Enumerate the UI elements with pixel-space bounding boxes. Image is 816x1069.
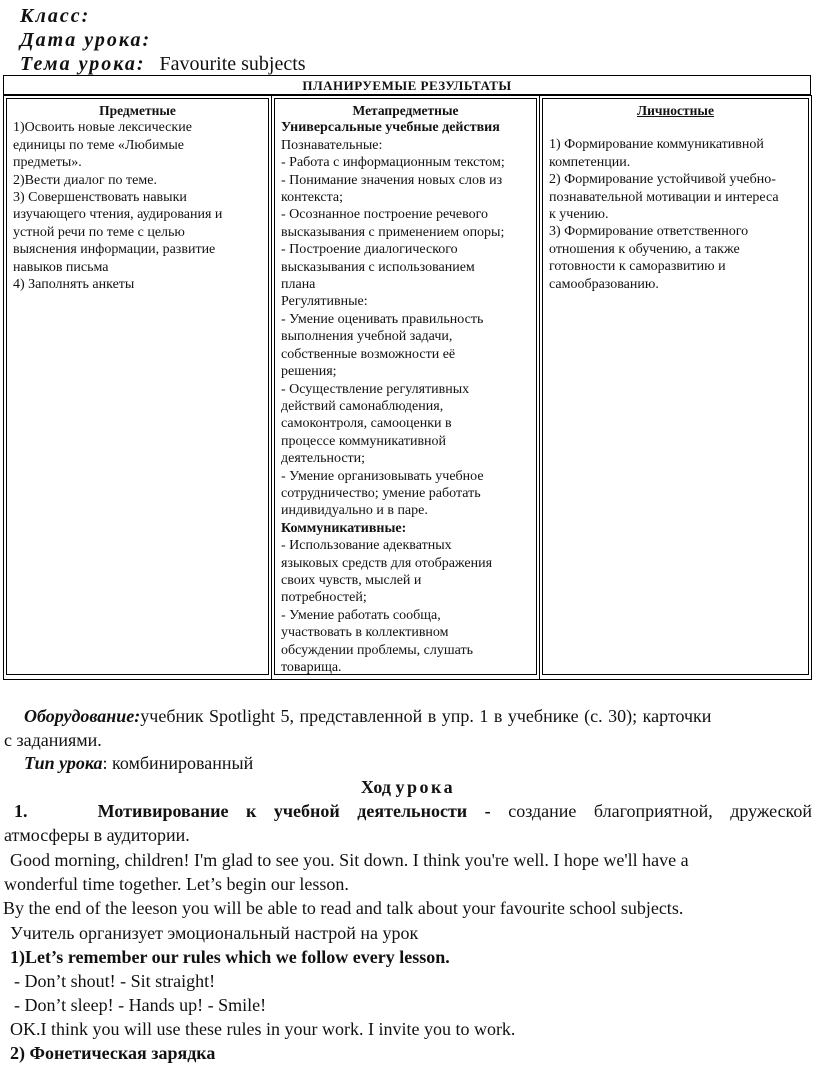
regulatory-line: - Осуществление регулятивных (281, 381, 470, 397)
communicative-line: потребностей; (281, 590, 367, 606)
regulatory-label: Регулятивные: (281, 294, 368, 310)
personal-result-line: к учению. (549, 207, 609, 223)
subject-result-line: 3) Совершенствовать навыки (13, 190, 187, 206)
equipment-line-2: с заданиями. (4, 730, 102, 750)
rules-heading: 1)Let’s remember our rules which we follow every lesson. (10, 947, 450, 967)
lesson-heading-part1: Ход (360, 777, 396, 797)
step1-title: Мотивирование к учебной деятельности - (97, 801, 491, 821)
teacher-line: Учитель организует эмоциональный настрой на урок (10, 923, 419, 943)
rules-line-2: - Don’t sleep! - Hands up! - Smile! (14, 995, 267, 1015)
communicative-line: участвовать в коллективном (281, 625, 449, 641)
personal-result-line: компетенции. (549, 154, 631, 170)
subject-result-line: изучающего чтения, аудирования и (13, 207, 223, 223)
greeting-line-1: Good morning, children! I'm glad to see you. Sit down. I think you're well. I hope we'll have a (10, 850, 689, 870)
cognitive-line: - Построение диалогического (281, 242, 458, 258)
step1-number: 1. (14, 801, 28, 821)
subject-result-line: 2)Вести диалог по теме. (13, 172, 157, 188)
topic-value: Favourite subjects (159, 53, 306, 75)
communicative-line: товарища. (281, 660, 342, 675)
cognitive-line: высказывания с применением опоры; (281, 224, 505, 240)
subject-result-line: предметы». (13, 155, 82, 171)
rules-line-1: - Don’t shout! - Sit straight! (14, 971, 216, 991)
regulatory-line: сотрудничество; умение работать (281, 485, 481, 501)
equipment-text: учебник Spotlight 5, представленной в упр. 1 в учебнике (с. 30); карточки (140, 706, 712, 726)
date-label: Дата урока: (20, 29, 152, 51)
regulatory-lines (281, 311, 530, 520)
personal-result-line: 3) Формирование ответственного (549, 224, 749, 240)
personal-result-line: готовности к саморазвитию и (549, 259, 726, 275)
cognitive-line: плана (281, 277, 316, 293)
regulatory-line: - Умение организовывать учебное (281, 468, 484, 484)
lesson-heading-part2: урока (395, 777, 456, 797)
personal-lines (549, 136, 802, 293)
personal-result-line: 2) Формирование устойчивой учебно- (549, 172, 776, 188)
communicative-line: своих чувств, мыслей и (281, 572, 422, 588)
results-table (3, 95, 812, 680)
regulatory-line: собственные возможности её (281, 346, 456, 362)
subject-result-line: единицы по теме «Любимые (13, 137, 184, 153)
subject-result-line: 4) Заполнять анкеты (13, 277, 135, 293)
regulatory-line: индивидуально и в паре. (281, 503, 428, 519)
regulatory-line: - Умение оценивать правильность (281, 311, 484, 327)
communicative-line: обсуждении проблемы, слушать (281, 642, 474, 658)
subject-result-line: выяснения информации, развитие (13, 242, 216, 258)
topic-label: Тема урока: (20, 53, 146, 75)
subject-lines (13, 119, 262, 293)
lesson-type-label: Тип урока (24, 753, 103, 773)
communicative-label: Коммуникативные: (281, 520, 407, 536)
step1-text: создание благоприятной, дружеской (490, 801, 813, 821)
communicative-line: - Умение работать сообща, (281, 607, 441, 623)
lesson-type-value: : комбинированный (102, 753, 254, 773)
cognitive-line: - Понимание значения новых слов из (281, 172, 503, 188)
lesson-heading (4, 776, 812, 800)
equipment-label: Оборудование: (24, 706, 141, 726)
subject-result-line: 1)Освоить новые лексические (13, 120, 192, 136)
equipment-line (4, 705, 812, 729)
communicative-lines (281, 537, 530, 676)
cognitive-line: - Работа с информационным текстом; (281, 155, 505, 171)
personal-result-line: отношения к обучению, а также (549, 241, 740, 257)
personal-header: Личностные (637, 103, 714, 118)
communicative-line: языковых средств для отображения (281, 555, 493, 571)
subject-results-cell (4, 96, 272, 680)
goal-line: By the end of the leeson you will be able to read and talk about your favourite school subjects. (3, 898, 684, 918)
personal-results-cell (540, 96, 812, 680)
cognitive-line: - Осознанное построение речевого (281, 207, 489, 223)
cognitive-lines (281, 154, 530, 293)
regulatory-line: самоконтроля, самооценки в (281, 416, 452, 432)
step1-line-2: атмосферы в аудитории. (4, 825, 190, 845)
regulatory-line: деятельности; (281, 451, 366, 467)
meta-header: Метапредметные (352, 103, 459, 118)
personal-result-line: 1) Формирование коммуникативной (549, 137, 764, 153)
results-title: ПЛАНИРУЕМЫЕ РЕЗУЛЬТАТЫ (3, 75, 811, 95)
step1-line (14, 800, 812, 824)
cognitive-label: Познавательные: (281, 137, 383, 153)
subject-header: Предметные (99, 103, 176, 118)
regulatory-line: решения; (281, 364, 337, 380)
uud-label: Универсальные учебные действия (281, 120, 500, 136)
communicative-line: - Использование адекватных (281, 538, 452, 554)
regulatory-line: выполнения учебной задачи, (281, 329, 453, 345)
topic-line (20, 53, 306, 75)
cognitive-line: высказывания с использованием (281, 259, 475, 275)
class-label: Класс: (20, 5, 91, 27)
greeting-line-2: wonderful time together. Let’s begin our lesson. (4, 874, 349, 894)
regulatory-line: действий самонаблюдения, (281, 398, 444, 414)
meta-results-cell (272, 96, 540, 680)
regulatory-line: процессе коммуникативной (281, 433, 447, 449)
ok-line: OK.I think you will use these rules in your work. I invite you to work. (10, 1019, 516, 1039)
phonetic-heading: 2) Фонетическая зарядка (10, 1043, 216, 1063)
subject-result-line: навыков письма (13, 259, 109, 275)
cognitive-line: контекста; (281, 190, 343, 206)
personal-result-line: самообразованию. (549, 276, 659, 292)
lesson-type (4, 752, 812, 776)
personal-result-line: познавательной мотивации и интереса (549, 189, 779, 205)
subject-result-line: устной речи по теме с целью (13, 224, 185, 240)
